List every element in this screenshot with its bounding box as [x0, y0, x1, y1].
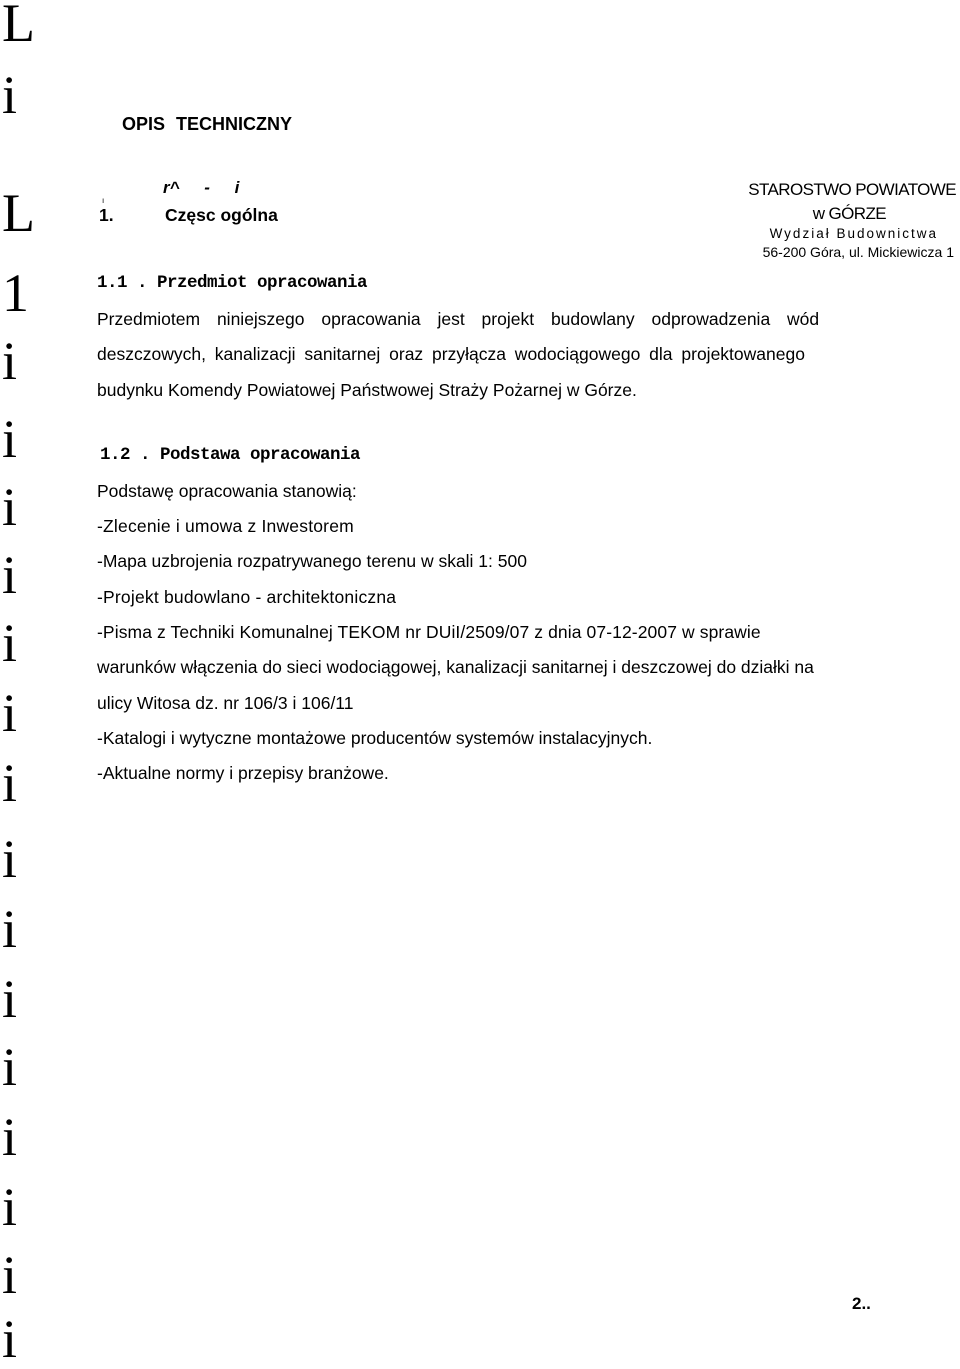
margin-glyph: i [2, 613, 18, 673]
margin-glyph: L [2, 183, 35, 243]
scan-mark: ı [102, 196, 105, 205]
list-item: -Mapa uzbrojenia rozpatrywanego terenu w skali 1: 500 [97, 551, 527, 571]
margin-glyph: i [2, 1107, 18, 1167]
list-intro: Podstawę opracowania stanowią: [97, 481, 357, 501]
margin-glyph: i [2, 409, 18, 469]
margin-glyph: L [2, 0, 35, 53]
section-number: 1. [99, 205, 114, 225]
document-title: OPIS TECHNICZNY [122, 114, 293, 134]
paragraph-line: deszczowych, kanalizacji sanitarnej oraz przyłącza wodociągowego dla projektowanego [97, 344, 805, 364]
list-item: warunków włączenia do sieci wodociągowej, kanalizacji sanitarnej i deszczowej do działki na [97, 657, 814, 677]
margin-glyph: i [2, 65, 18, 125]
list-item: -Projekt budowlano - architektoniczna [97, 587, 397, 607]
margin-glyph: i [2, 753, 18, 813]
paragraph-line: Przedmiotem niniejszego opracowania jest projekt budowlany odprowadzenia wód [97, 309, 820, 329]
stamp-address: 56-200 Góra, ul. Mickiewicza 1 [762, 244, 954, 260]
margin-glyph: i [2, 829, 18, 889]
margin-glyph: i [2, 683, 18, 743]
list-item: -Zlecenie i umowa z Inwestorem [97, 516, 354, 536]
list-item: -Pisma z Techniki Komunalnej TEKOM nr DUiI/2509/07 z dnia 07-12-2007 w sprawie [97, 622, 761, 642]
list-item: -Katalogi i wytyczne montażowe producentów systemów instalacyjnych. [97, 728, 653, 748]
stamp-town: w GÓRZE [812, 204, 886, 223]
stamp-office-name: STAROSTWO POWIATOWE [748, 180, 956, 199]
margin-glyph: i [2, 331, 18, 391]
list-item: -Aktualne normy i przepisy branżowe. [97, 763, 389, 783]
page-number: 2.. [852, 1294, 871, 1313]
subsection-heading: 1.1 . Przedmiot opracowania [97, 273, 368, 293]
margin-glyph: 1 [2, 263, 29, 323]
margin-glyph: i [2, 477, 18, 537]
paragraph-line: budynku Komendy Powiatowej Państwowej Straży Pożarnej w Górze. [97, 380, 637, 400]
margin-glyph: i [2, 1177, 18, 1237]
stamp-department: Wydział Budownictwa [769, 226, 938, 241]
scan-noise: r^ - i [163, 178, 240, 197]
list-item: ulicy Witosa dz. nr 106/3 i 106/11 [97, 693, 354, 713]
section-title: Częsc ogólna [165, 205, 278, 225]
subsection-heading: 1.2 . Podstawa opracowania [100, 445, 361, 465]
margin-glyph: i [2, 1245, 18, 1305]
margin-glyph: i [2, 1309, 18, 1369]
margin-glyph: i [2, 1037, 18, 1097]
margin-glyph: i [2, 545, 18, 605]
margin-glyph: i [2, 969, 18, 1029]
margin-glyph: i [2, 899, 18, 959]
